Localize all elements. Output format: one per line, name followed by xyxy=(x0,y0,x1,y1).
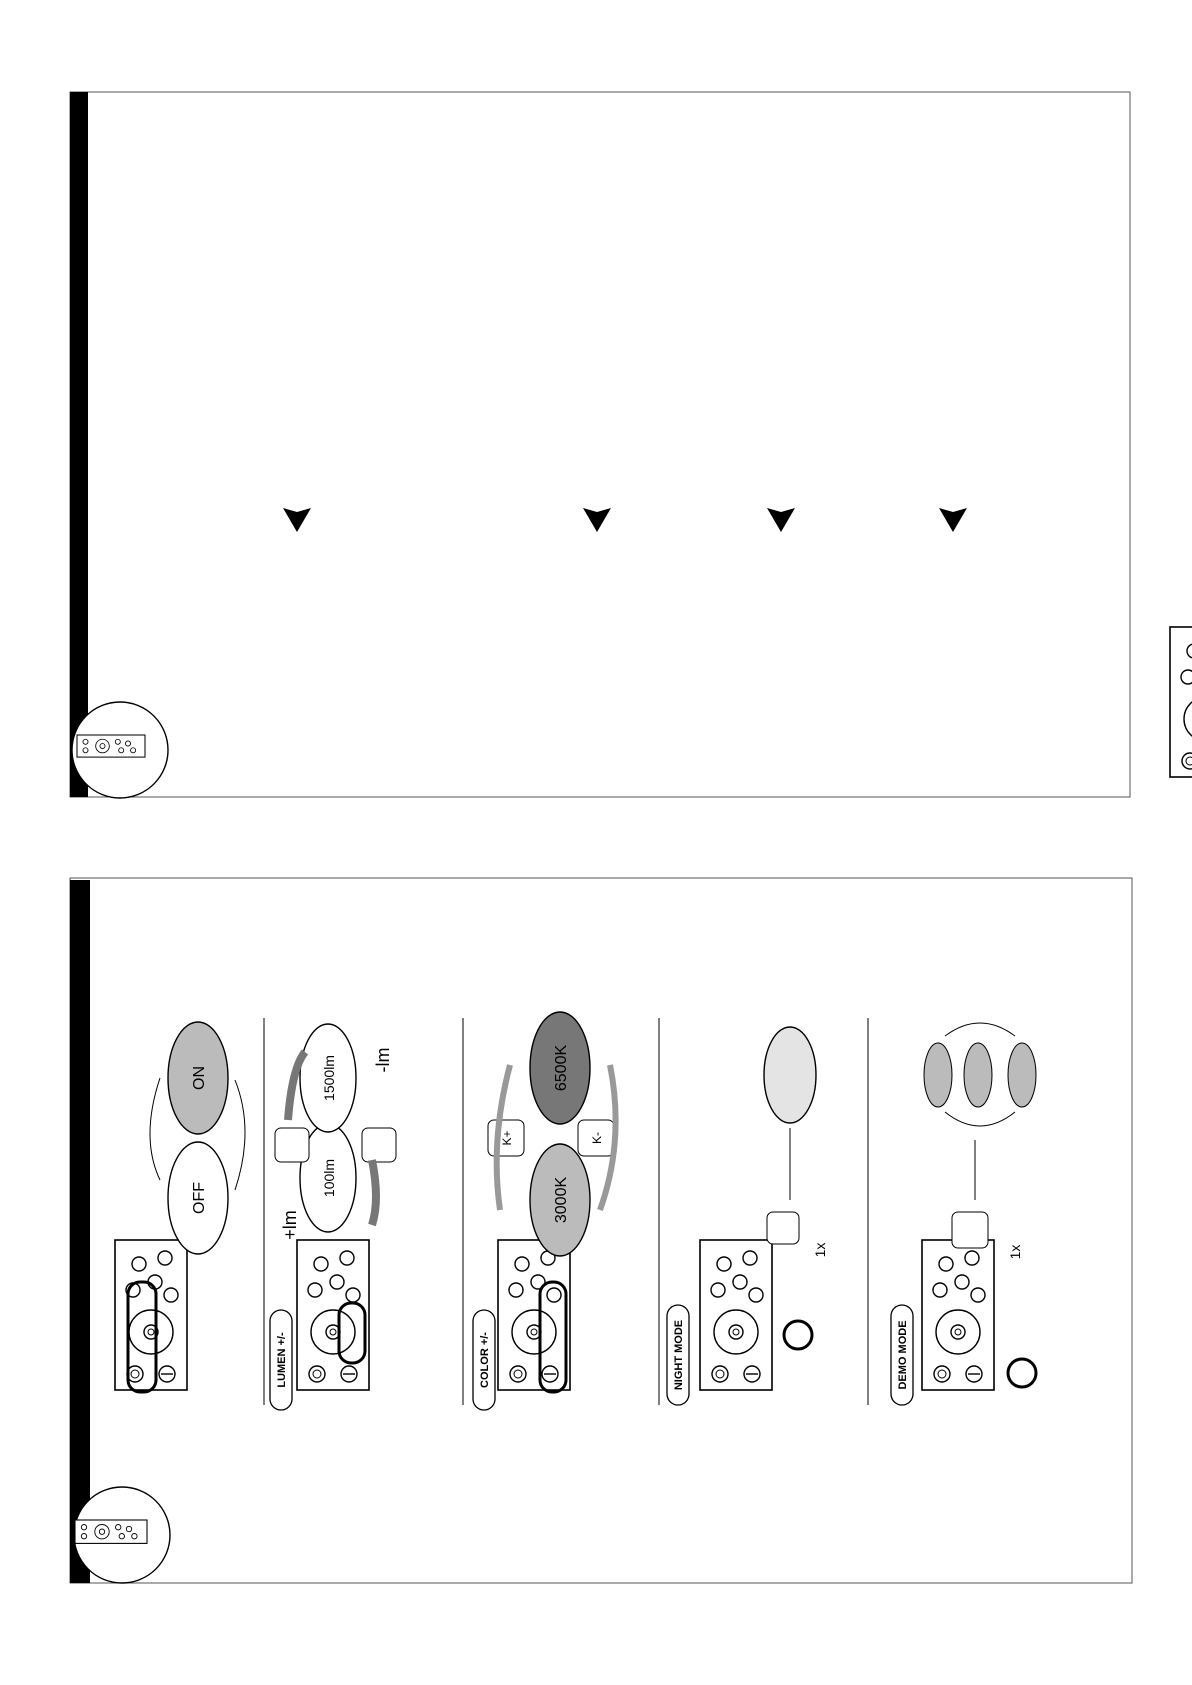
color-label: COLOR +/- xyxy=(479,1332,491,1388)
night-label: NIGHT MODE xyxy=(673,1319,685,1391)
confirm-section xyxy=(1170,207,1192,777)
on-label: ON xyxy=(191,1066,208,1090)
k-minus-label: K- xyxy=(590,1132,604,1144)
demo-label: DEMO MODE xyxy=(897,1320,909,1390)
lumen-high-label: 1500lm xyxy=(321,1055,337,1101)
side-bar-bottom xyxy=(70,880,90,1583)
press-count-demo: 1x xyxy=(1007,1244,1023,1260)
remote-onoff-icon xyxy=(115,1240,187,1390)
k-low-label: 3000K xyxy=(553,1176,570,1224)
plus-lm-label: +lm xyxy=(280,1210,300,1240)
top-panel xyxy=(70,87,1192,798)
remote-color-icon xyxy=(498,1240,570,1390)
k-plus-label: K+ xyxy=(500,1130,514,1146)
remote-night-icon xyxy=(700,1240,772,1390)
side-bar-top xyxy=(70,92,88,797)
lumen-low-label: 100lm xyxy=(321,1158,337,1198)
k-high-label: 6500K xyxy=(553,1044,570,1092)
bottom-panel xyxy=(70,878,1132,1583)
remote-lumen-icon xyxy=(297,1240,369,1390)
minus-lm-label: -lm xyxy=(373,1047,393,1073)
remote-demo-icon xyxy=(922,1240,994,1390)
detail-remote-icon xyxy=(1170,627,1192,777)
off-label: OFF xyxy=(191,1182,208,1214)
press-count-night: 1x xyxy=(812,1242,828,1258)
lumen-label: LUMEN +/- xyxy=(276,1332,288,1388)
